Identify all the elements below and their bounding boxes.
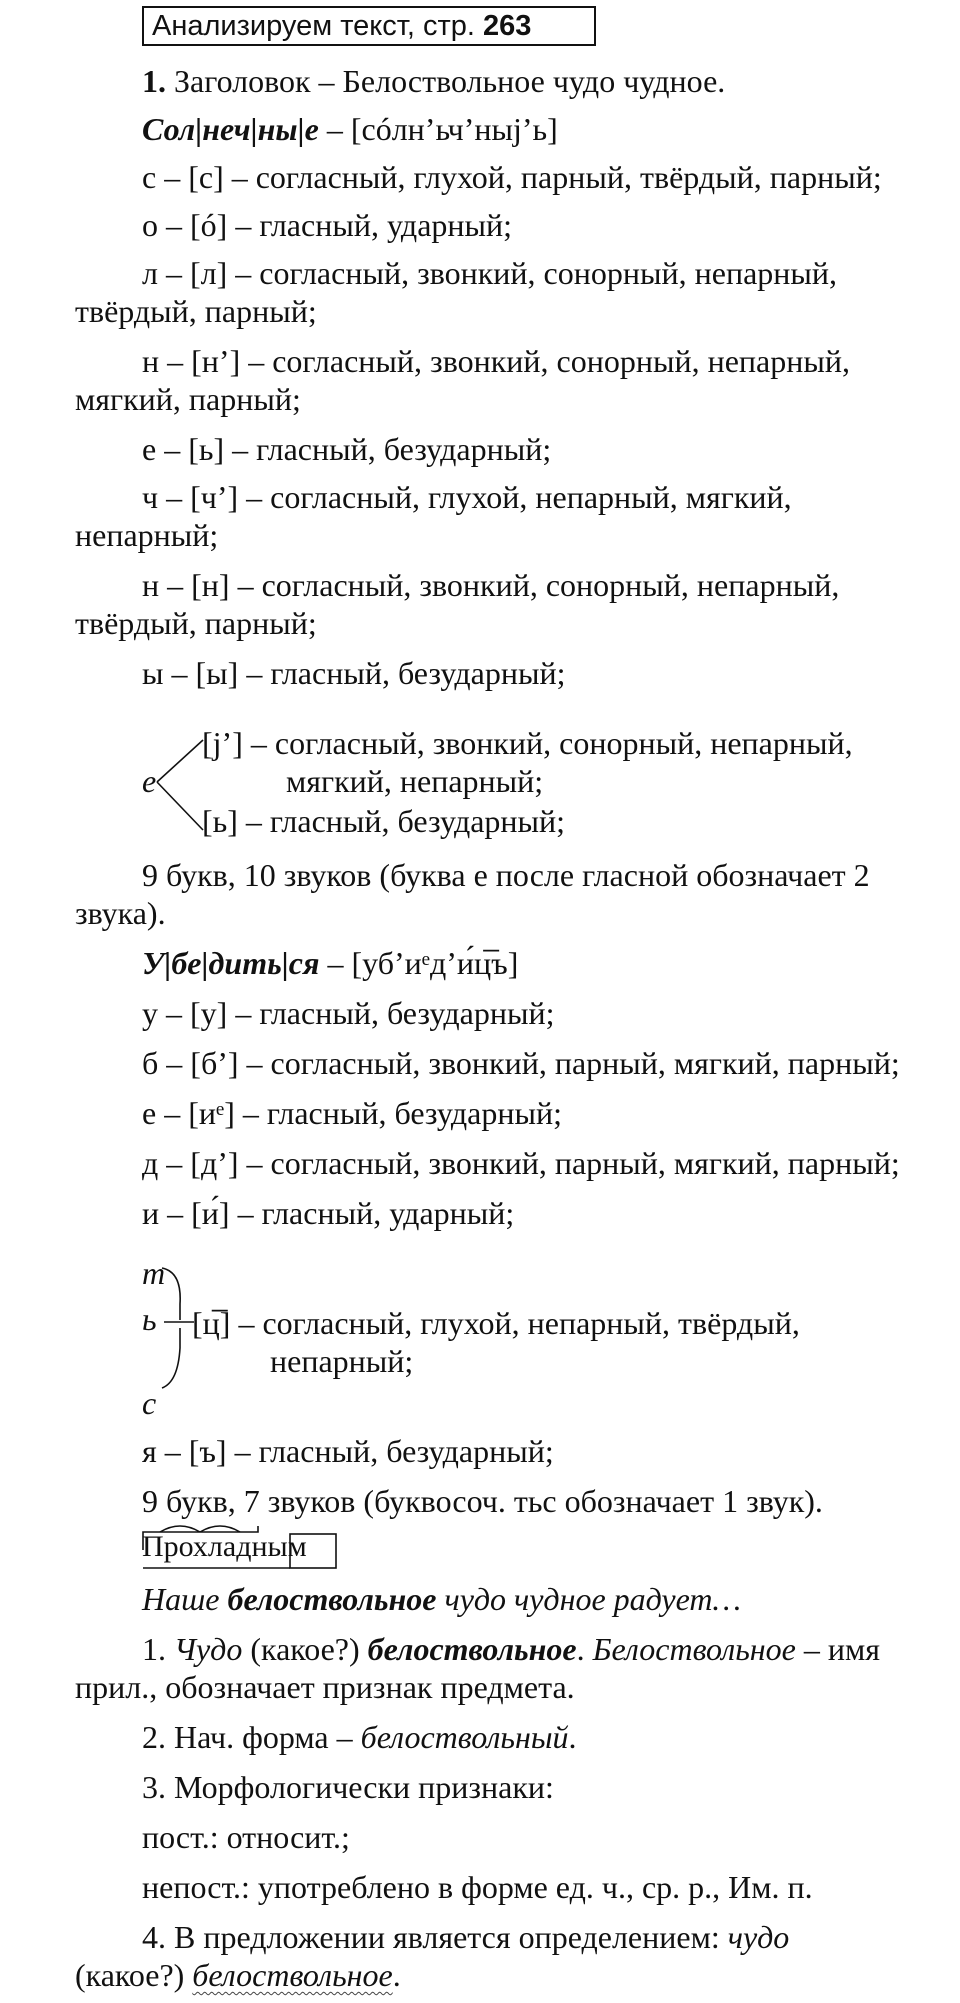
point-dot: . [576, 1631, 585, 1667]
sentence-part: Наше [142, 1581, 220, 1617]
phonetic-line-cont: твёрдый, парный; [75, 293, 317, 329]
phonetic-line: д – [д’] – согласный, звонкий, парный, мягкий, парный; [142, 1145, 900, 1181]
phonetic-line: ы – [ы] – гласный, безударный; [142, 655, 566, 691]
morpheme-marks [140, 1520, 340, 1572]
sentence-part: чудо чудное радует… [444, 1581, 741, 1617]
heading-text: Заголовок – Белоствольное чудо чудное. [166, 63, 726, 99]
point-dot: . [392, 1957, 401, 1993]
phonetic-line: б – [б’] – согласный, звонкий, парный, мягкий, парный; [142, 1045, 900, 1081]
letter-soft-sign: ь [142, 1301, 157, 1337]
point-text: – имя [803, 1631, 880, 1667]
word-root-stem: Прохладн [142, 1530, 268, 1563]
point-word: Чудо [174, 1631, 243, 1667]
letter-t: т [142, 1255, 166, 1291]
phonetic-line: [j’] – согласный, звонкий, сонорный, непарный, [202, 725, 853, 761]
point-question: (какое?) [250, 1631, 360, 1667]
analysis-point-4 [142, 1918, 789, 1956]
analysis-variable: непост.: употреблено в форме ед. ч., ср. р., Им. п. [142, 1869, 813, 1905]
phonetic-line: [ь] – гласный, безударный; [202, 803, 566, 839]
phonetic-line: [ц̅] – согласный, глухой, непарный, твёрдый, [192, 1305, 800, 1341]
point-adjective-2: Белоствольное [592, 1631, 796, 1667]
phonetic-line: л – [л] – согласный, звонкий, сонорный, непарный, [142, 255, 838, 291]
point-text: 4. В предложении является определением: [142, 1919, 720, 1955]
phonetic-line: о – [ó] – гласный, ударный; [142, 207, 513, 243]
word-solnechnye [142, 110, 558, 148]
sentence-highlight: белоствольное [227, 1581, 437, 1617]
analysis-point-1 [142, 1630, 880, 1668]
analysis-point-3: 3. Морфологически признаки: [142, 1769, 554, 1805]
heading-line [142, 62, 725, 100]
phonetic-line: я – [ъ] – гласный, безударный; [142, 1433, 554, 1469]
initial-form: белоствольный [360, 1719, 569, 1755]
phonetic-line-cont: непарный; [75, 517, 219, 553]
phonetic-line: с – [с] – согласный, глухой, парный, твёрдый, парный; [142, 159, 882, 195]
point-adjective: белоствольное [367, 1631, 577, 1667]
example-sentence [142, 1580, 741, 1618]
phonetic-line: и – [и́] – гласный, ударный; [142, 1195, 515, 1231]
point-adjective-underlined: белоствольное [192, 1957, 393, 1993]
phonetic-line: е – [иᵉ] – гласный, безударный; [142, 1095, 562, 1131]
word-ending: ым [267, 1530, 307, 1563]
phonetic-line: е – [ь] – гласный, безударный; [142, 431, 552, 467]
analysis-point-4-cont [75, 1956, 401, 1994]
phonetic-line-cont: мягкий, парный; [75, 381, 301, 417]
point-question: (какое?) [75, 1957, 185, 1993]
phonetic-line: н – [н] – согласный, звонкий, сонорный, непарный, [142, 567, 840, 603]
analysis-point-1-cont: прил., обозначает признак предмета. [75, 1669, 575, 1705]
summary-line-cont: звука). [75, 895, 166, 931]
point-text: 2. Нач. форма – [142, 1719, 353, 1755]
title-text: Анализируем текст, стр. [152, 10, 475, 42]
analysis-point-2 [142, 1718, 577, 1756]
phonetic-line-cont: непарный; [270, 1343, 414, 1379]
word-ubeditsya [142, 944, 518, 982]
summary-line: 9 букв, 10 звуков (буква е после гласной обозначает 2 [142, 857, 870, 893]
item-number: 1. [142, 63, 166, 99]
phonetic-line: у – [у] – гласный, безударный; [142, 995, 555, 1031]
phonetic-line-cont: твёрдый, парный; [75, 605, 317, 641]
word2-morphemes: У|бе|дить|ся [142, 945, 320, 981]
phonetic-line: ч – [ч’] – согласный, глухой, непарный, мягкий, [142, 479, 792, 515]
word1-transcription: – [сóлн’ьч’ныj’ь] [326, 111, 558, 147]
letter-e: е [142, 763, 157, 799]
point-num: 1. [142, 1631, 166, 1667]
summary-line: 9 букв, 7 звуков (буквосоч. тьс обозначает 1 звук). [142, 1483, 823, 1519]
analysis-constant: пост.: относит.; [142, 1819, 350, 1855]
word2-transcription: – [уб’иᵉд’и́ц̅ъ] [327, 945, 519, 981]
page-title [142, 6, 596, 46]
point-dot: . [568, 1719, 577, 1755]
title-page-number: 263 [483, 10, 532, 42]
phonetic-line-cont: мягкий, непарный; [286, 763, 544, 799]
letter-s: с [142, 1385, 157, 1421]
phonetic-line: н – [н’] – согласный, звонкий, сонорный, непарный, [142, 343, 850, 379]
word1-morphemes: Сол|неч|ны|е [142, 111, 319, 147]
point-word: чудо [727, 1919, 790, 1955]
